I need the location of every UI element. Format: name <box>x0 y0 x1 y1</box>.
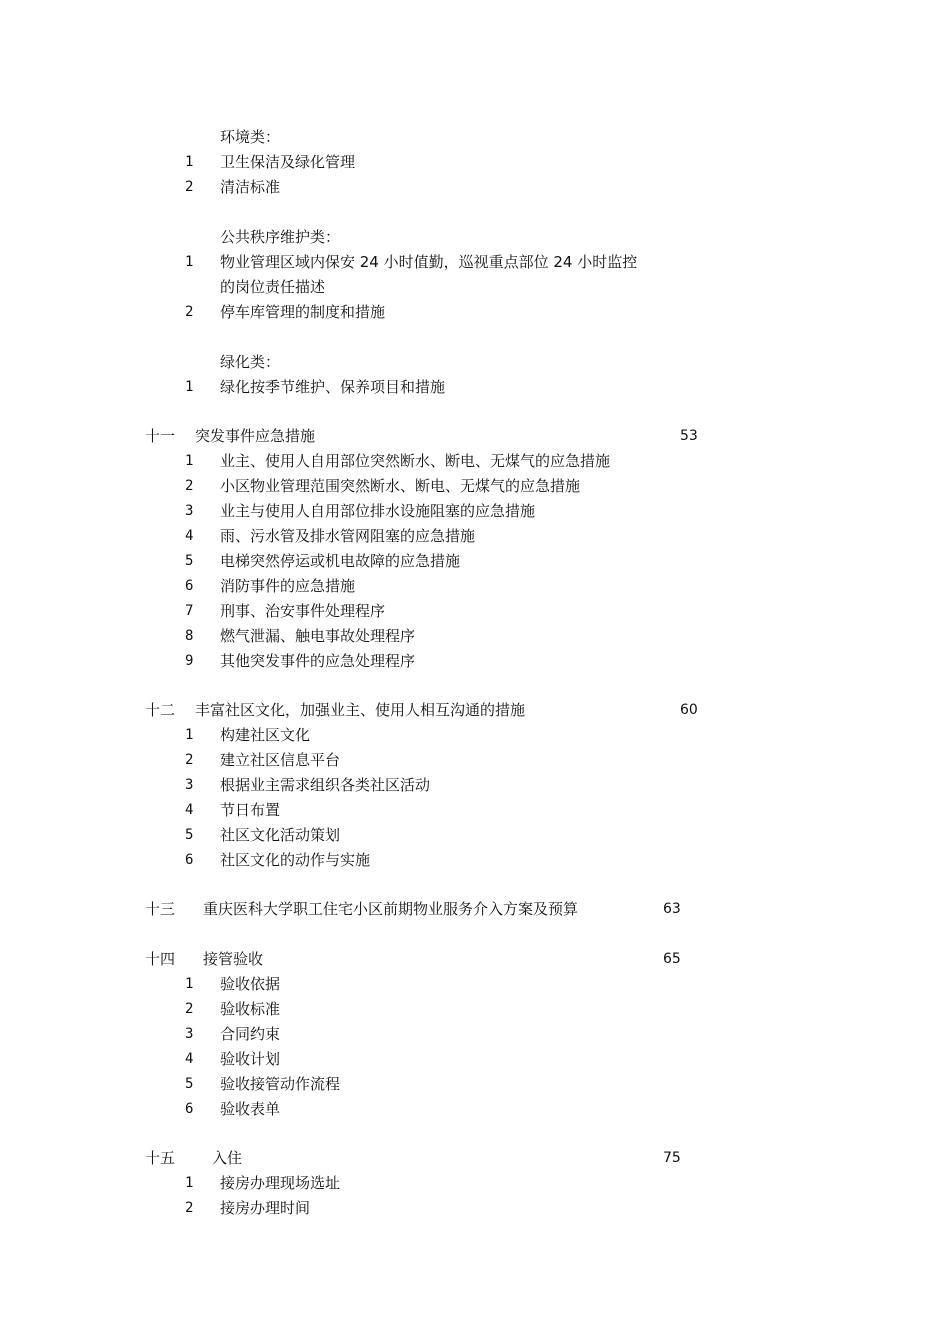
item-text: 绿化按季节维护、保养项目和措施 <box>220 378 446 396</box>
item-text: 社区文化活动策划 <box>220 826 341 844</box>
item-text: 验收接管动作流程 <box>220 1075 341 1093</box>
item-number: 4 <box>185 1051 194 1067</box>
item-text: 消防事件的应急措施 <box>220 577 356 595</box>
item-text: 建立社区信息平台 <box>220 751 341 769</box>
item-number: 1 <box>185 1175 194 1191</box>
item-text: 清洁标准 <box>220 178 281 196</box>
item-text: 接房办理时间 <box>220 1199 311 1217</box>
section-number: 十四 <box>145 950 176 968</box>
section-title: 接管验收 <box>203 950 264 968</box>
item-number: 2 <box>185 304 194 320</box>
item-text: 电梯突然停运或机电故障的应急措施 <box>220 552 461 570</box>
item-text: 其他突发事件的应急处理程序 <box>220 652 416 670</box>
page-number: 63 <box>663 901 681 917</box>
item-text: 燃气泄漏、触电事故处理程序 <box>220 627 416 645</box>
item-text: 接房办理现场选址 <box>220 1174 341 1192</box>
item-number: 9 <box>185 653 194 669</box>
section-number: 十五 <box>145 1149 176 1167</box>
section-title: 重庆医科大学职工住宅小区前期物业服务介入方案及预算 <box>203 900 579 918</box>
item-number: 7 <box>185 603 194 619</box>
section-number: 十三 <box>145 900 176 918</box>
item-text: 物业管理区域内保安 24 小时值勤，巡视重点部位 24 小时监控 <box>220 253 638 271</box>
item-number: 4 <box>185 528 194 544</box>
item-number: 3 <box>185 777 194 793</box>
item-text: 刑事、治安事件处理程序 <box>220 602 386 620</box>
section-title: 突发事件应急措施 <box>195 427 316 445</box>
item-number: 6 <box>185 852 194 868</box>
item-number: 6 <box>185 578 194 594</box>
item-text: 验收依据 <box>220 975 281 993</box>
item-number: 2 <box>185 1200 194 1216</box>
item-text: 社区文化的动作与实施 <box>220 851 371 869</box>
item-number: 1 <box>185 453 194 469</box>
section-title: 丰富社区文化，加强业主、使用人相互沟通的措施 <box>195 701 526 719</box>
item-number: 2 <box>185 179 194 195</box>
item-number: 1 <box>185 254 194 270</box>
item-text: 验收标准 <box>220 1000 281 1018</box>
item-text: 停车库管理的制度和措施 <box>220 303 386 321</box>
item-text: 雨、污水管及排水管网阻塞的应急措施 <box>220 527 476 545</box>
env-header: 环境类： <box>220 128 281 146</box>
page-number: 75 <box>663 1150 681 1166</box>
item-text: 合同约束 <box>220 1025 281 1043</box>
order-header: 公共秩序维护类： <box>220 228 341 246</box>
item-number: 1 <box>185 154 194 170</box>
item-number: 2 <box>185 1001 194 1017</box>
green-header: 绿化类： <box>220 353 281 371</box>
section-number: 十二 <box>145 701 176 719</box>
item-number: 5 <box>185 1076 194 1092</box>
item-number: 5 <box>185 553 194 569</box>
item-number: 3 <box>185 503 194 519</box>
item-text: 根据业主需求组织各类社区活动 <box>220 776 431 794</box>
item-text: 构建社区文化 <box>220 726 311 744</box>
item-text: 业主与使用人自用部位排水设施阻塞的应急措施 <box>220 502 536 520</box>
section-number: 十一 <box>145 427 176 445</box>
item-number: 5 <box>185 827 194 843</box>
item-number: 1 <box>185 379 194 395</box>
item-text: 验收表单 <box>220 1100 281 1118</box>
item-number: 1 <box>185 976 194 992</box>
item-text: 小区物业管理范围突然断水、断电、无煤气的应急措施 <box>220 477 581 495</box>
item-number: 4 <box>185 802 194 818</box>
item-text: 卫生保洁及绿化管理 <box>220 153 356 171</box>
page-number: 60 <box>680 702 698 718</box>
item-number: 2 <box>185 752 194 768</box>
item-text: 验收计划 <box>220 1050 281 1068</box>
item-text: 节日布置 <box>220 801 281 819</box>
item-number: 8 <box>185 628 194 644</box>
item-number: 6 <box>185 1101 194 1117</box>
section-title: 入住 <box>212 1149 243 1167</box>
item-number: 2 <box>185 478 194 494</box>
item-text: 业主、使用人自用部位突然断水、断电、无煤气的应急措施 <box>220 452 611 470</box>
item-number: 3 <box>185 1026 194 1042</box>
item-text-continuation: 的岗位责任描述 <box>220 278 326 296</box>
page-number: 53 <box>680 428 698 444</box>
page-number: 65 <box>663 951 681 967</box>
item-number: 1 <box>185 727 194 743</box>
